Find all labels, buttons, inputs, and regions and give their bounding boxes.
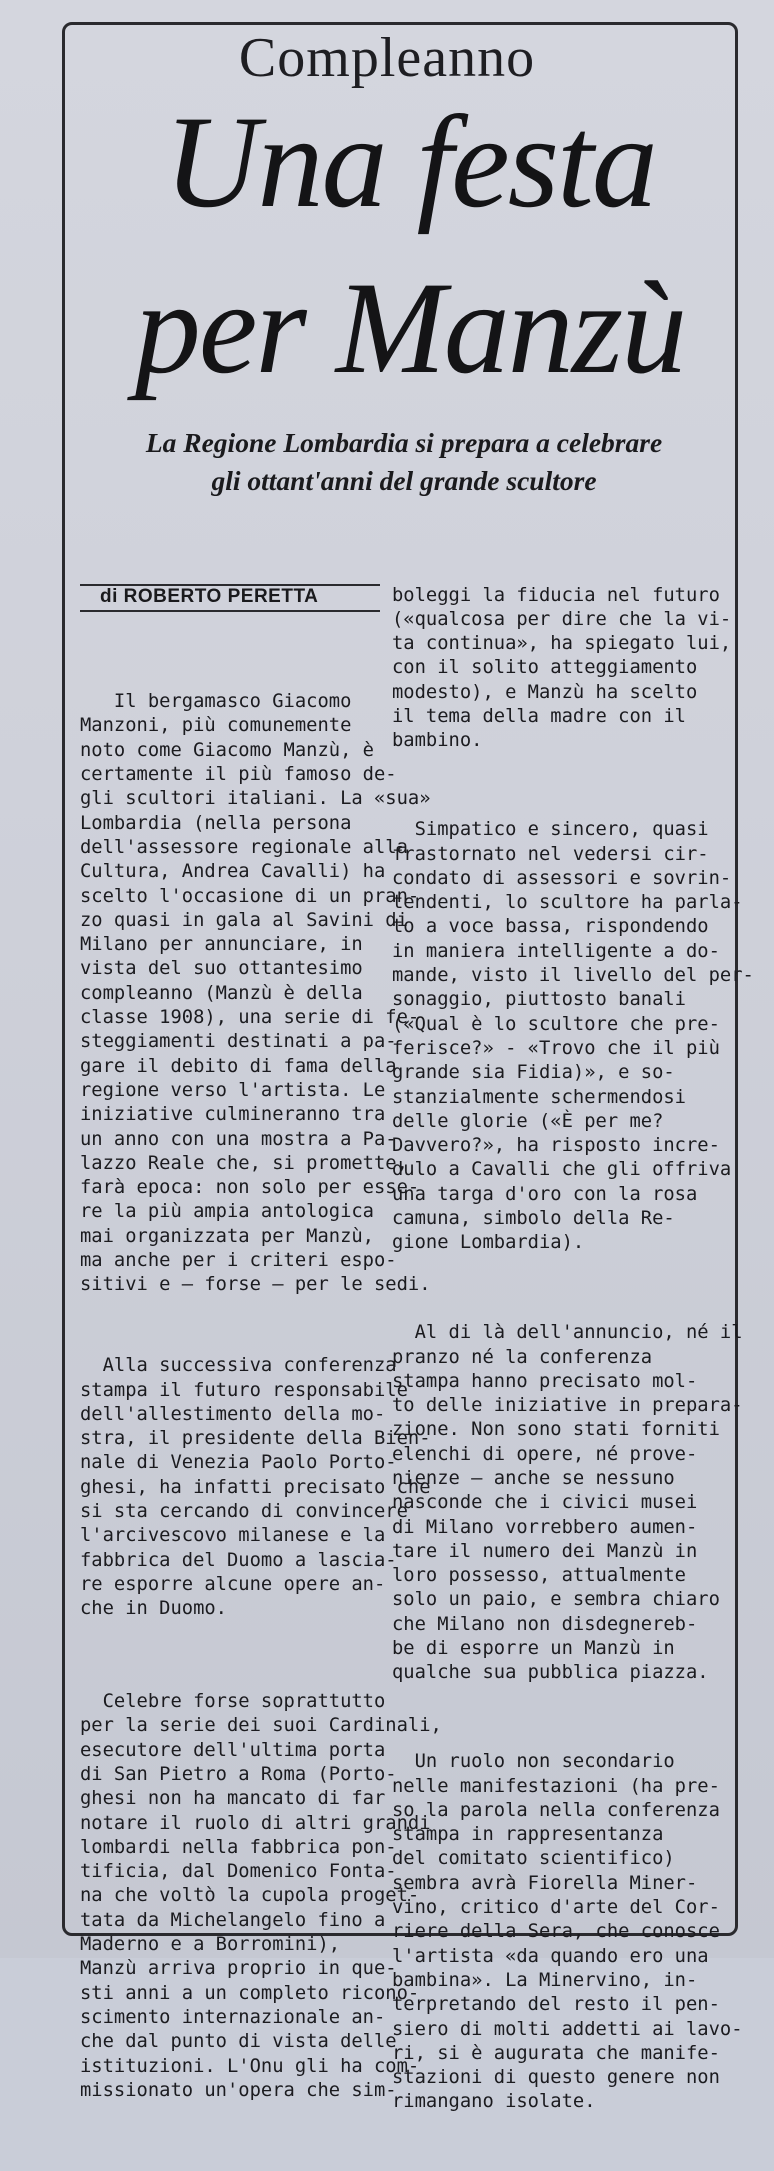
paragraph: Un ruolo non secondario nelle manifestazioni (ha pre- so la parola nella conferenza stampa in rappresentanza del comitato scientifico) sembra avrà Fiorella Miner- vino, critico d'arte del Cor- riere della Sera, che conosce l'artista «da quando ero una bambina». La Minervino, in- terpretando del resto il pen- siero di molti addetti ai lavo- ri, si è augurata che manife- stazioni di questo genere non rimangano isolate. xyxy=(392,1751,743,2113)
paragraph: boleggi la fiducia nel futuro («qualcosa per dire che la vi- ta continua», ha spiegato lui, con il solito atteggiamento modesto), e Manzù ha scelto il tema della madre con il bambino. xyxy=(392,584,732,752)
headline-line-2: per Manzù xyxy=(134,254,686,401)
right-column xyxy=(392,535,754,2171)
article-kicker: Compleanno xyxy=(238,27,536,89)
left-column xyxy=(80,535,442,2160)
paragraph: Il bergamasco Giacomo Manzoni, più comunemente noto come Giacomo Manzù, è certamente il più famoso de- gli scultori italiani. La «sua» Lombardia (nella persona dell'assessore regionale alla Cultura, Andrea Cavalli) ha scelto l'occasione di un pran- zo quasi in gala al Savini di Milano per annunciare, in vista del suo ottantesimo compleanno (Manzù è della classe 1908), una serie di fe- steggiamenti destinati a pa- gare il debito di fama della regione verso l'artista. Le iniziative culmineranno tra un anno con una mostra a Pa- lazzo Reale che, si promette, farà epoca: non solo per esse- re la più ampia antologica mai organizzata per Manzù, ma anche per i criteri espo- sitivi e — forse — per le sedi. xyxy=(80,691,431,1296)
subtitle-line-1: La Regione Lombardia si prepara a celebrare xyxy=(145,427,663,458)
article-subtitle xyxy=(64,424,744,500)
byline-box xyxy=(80,584,402,618)
paragraph: Alla successiva conferenza stampa il futuro responsabile dell'allestimento della mo- stra, il presidente della Bien- nale di Venezia Paolo Porto- ghesi, ha infatti precisato che si sta cercando di convincere l'arcivescovo milanese e la fabbrica del Duomo a lascia- re esporre alcune opere an- che in Duomo. xyxy=(80,1355,431,1620)
paragraph: Simpatico e sincero, quasi frastornato nel vedersi cir- condato di assessori e sovrin- tendenti, lo scultore ha parla- to a voce bassa, rispondendo in maniera intelligente a do- mande, visto il livello del per- sonaggio, piuttosto banali («Qual è lo scultore che pre- ferisce?» - «Trovo che il più grande sia Fidia)», e so- stanzialmente schermendosi delle glorie («È per me? Davvero?», ha risposto incre- dulo a Cavalli che gli offriva una targa d'oro con la rosa camuna, simbolo della Re- gione Lombardia). xyxy=(392,819,754,1254)
subtitle-line-2: gli ottant'anni del grande scultore xyxy=(211,465,597,496)
paragraph: Al di là dell'annuncio, né il pranzo né la conferenza stampa hanno precisato mol- to delle iniziative in prepara- zione. Non sono stati forniti elenchi di opere, né prove- nienze — anche se nessuno nasconde che i civici musei di Milano vorrebbero aumen- tare il numero dei Manzù in loro possesso, attualmente solo un paio, e sembra chiaro che Milano non disdegnereb- be di esporre un Manzù in qualche sua pubblica piazza. xyxy=(392,1322,743,1684)
byline: di ROBERTO PERETTA xyxy=(100,585,319,607)
paragraph: Celebre forse soprattutto per la serie dei suoi Cardinali, esecutore dell'ultima porta di San Pietro a Roma (Porto- ghesi non ha mancato di far notare il ruolo di altri grandi lombardi nella fabbrica pon- tificia, dal Domenico Fonta- na che voltò la cupola proget- tata da Michelangelo fino a Maderno e a Borromini), Manzù arriva proprio in que- sti anni a un completo ricono- scimento internazionale an- che dal punto di vista delle istituzioni. L'Onu gli ha com- missionato un'opera che sim- xyxy=(80,1691,442,2101)
headline-line-1: Una festa xyxy=(164,88,656,235)
